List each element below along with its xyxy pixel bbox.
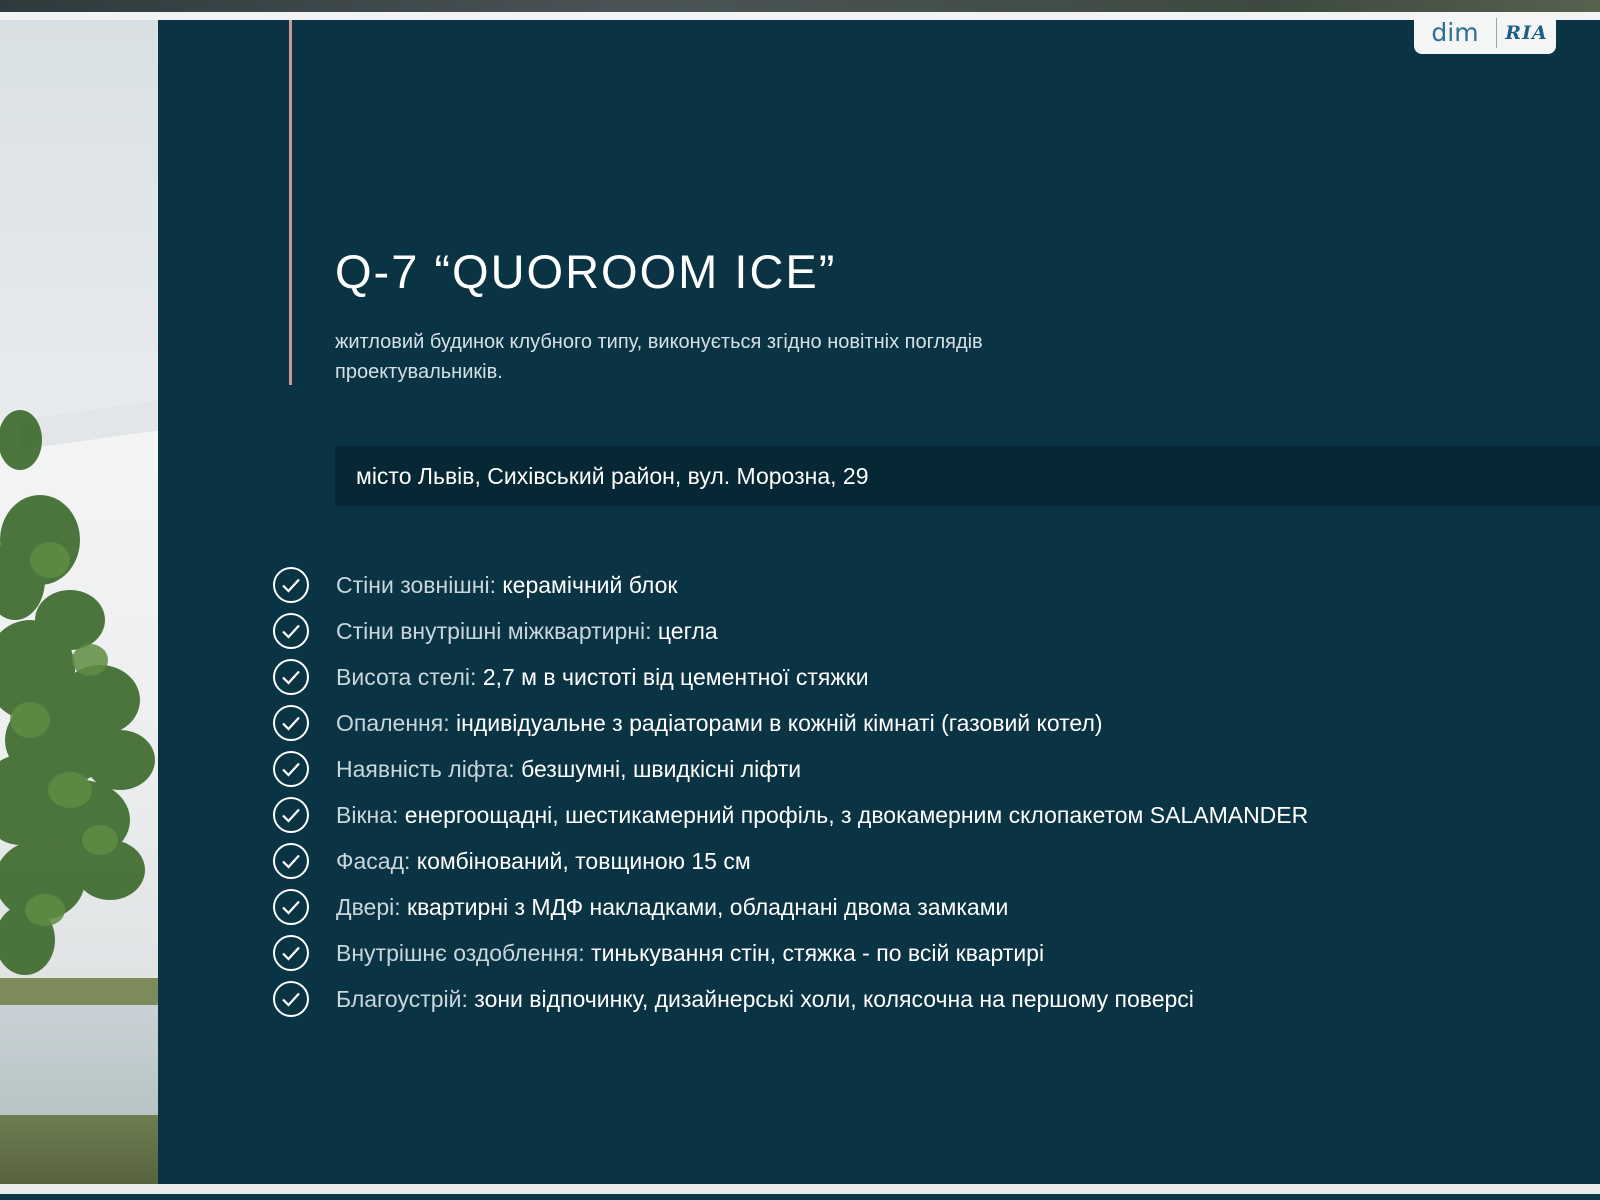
- feature-label: Опалення:: [336, 709, 456, 736]
- feature-item: [272, 792, 1572, 838]
- check-circle-icon: [272, 888, 310, 926]
- feature-text: [336, 618, 718, 645]
- feature-value: індивідуальне з радіаторами в кожній кімнаті (газовий котел): [456, 709, 1103, 736]
- feature-value: керамічний блок: [502, 571, 678, 598]
- check-circle-icon: [272, 934, 310, 972]
- check-circle-icon: [272, 704, 310, 742]
- bottom-strip: [0, 1184, 1600, 1200]
- feature-value: зони відпочинку, дизайнерські холи, колясочна на першому поверсі: [474, 985, 1194, 1012]
- check-circle-icon: [272, 980, 310, 1018]
- accent-line: [289, 20, 292, 385]
- feature-item: [272, 838, 1572, 884]
- feature-value: цегла: [657, 617, 718, 644]
- dimria-logo[interactable]: [1414, 12, 1556, 54]
- feature-text: [336, 848, 751, 875]
- feature-item: [272, 700, 1572, 746]
- top-photo-strip: [0, 0, 1600, 12]
- feature-text: [336, 572, 677, 599]
- feature-value: квартирні з МДФ накладками, обладнані двома замками: [407, 893, 1009, 920]
- feature-label: Вікна:: [336, 801, 405, 828]
- project-subtitle: житловий будинок клубного типу, виконується згідно новітніх поглядів проектувальників.: [335, 331, 983, 383]
- check-circle-icon: [272, 566, 310, 604]
- logo-ria-text: RIA: [1505, 22, 1548, 44]
- check-circle-icon: [272, 750, 310, 788]
- feature-text: [336, 710, 1103, 737]
- feature-text: [336, 802, 1308, 829]
- project-title: Q-7 “QUOROOM ICE”: [335, 245, 837, 298]
- address-bar: [335, 446, 1600, 506]
- check-circle-icon: [272, 796, 310, 834]
- check-circle-icon: [272, 612, 310, 650]
- feature-text: [336, 986, 1194, 1013]
- address-text: місто Львів, Сихівський район, вул. Морозна, 29: [356, 463, 869, 489]
- feature-item: [272, 562, 1572, 608]
- feature-label: Благоустрій:: [336, 985, 475, 1012]
- feature-value: комбінований, товщиною 15 см: [416, 847, 751, 874]
- tree-illustration: [0, 20, 158, 1184]
- feature-item: [272, 746, 1572, 792]
- feature-text: [336, 664, 869, 691]
- feature-value: тинькування стін, стяжка - по всій квартирі: [591, 939, 1045, 966]
- feature-label: Фасад:: [336, 847, 417, 874]
- feature-item: [272, 976, 1572, 1022]
- top-divider: [0, 12, 1600, 20]
- check-circle-icon: [272, 842, 310, 880]
- building-photo: [0, 20, 158, 1184]
- feature-item: [272, 608, 1572, 654]
- feature-label: Висота стелі:: [336, 663, 483, 690]
- feature-text: [336, 940, 1044, 967]
- feature-label: Стіни зовнішні:: [336, 571, 503, 598]
- feature-item: [272, 654, 1572, 700]
- feature-item: [272, 930, 1572, 976]
- feature-text: [336, 894, 1008, 921]
- feature-value: безшумні, швидкісні ліфти: [521, 755, 802, 782]
- logo-dim-text: dim: [1431, 18, 1479, 47]
- feature-label: Двері:: [336, 893, 408, 920]
- check-circle-icon: [272, 658, 310, 696]
- feature-label: Наявність ліфта:: [336, 755, 522, 782]
- feature-value: енергоощадні, шестикамерний профіль, з двокамерним склопакетом SALAMANDER: [404, 801, 1309, 828]
- feature-label: Стіни внутрішні міжквартирні:: [336, 617, 658, 644]
- feature-text: [336, 756, 801, 783]
- feature-label: Внутрішнє оздоблення:: [336, 939, 592, 966]
- feature-item: [272, 884, 1572, 930]
- feature-value: 2,7 м в чистоті від цементної стяжки: [482, 663, 869, 690]
- feature-list: [272, 562, 1572, 1022]
